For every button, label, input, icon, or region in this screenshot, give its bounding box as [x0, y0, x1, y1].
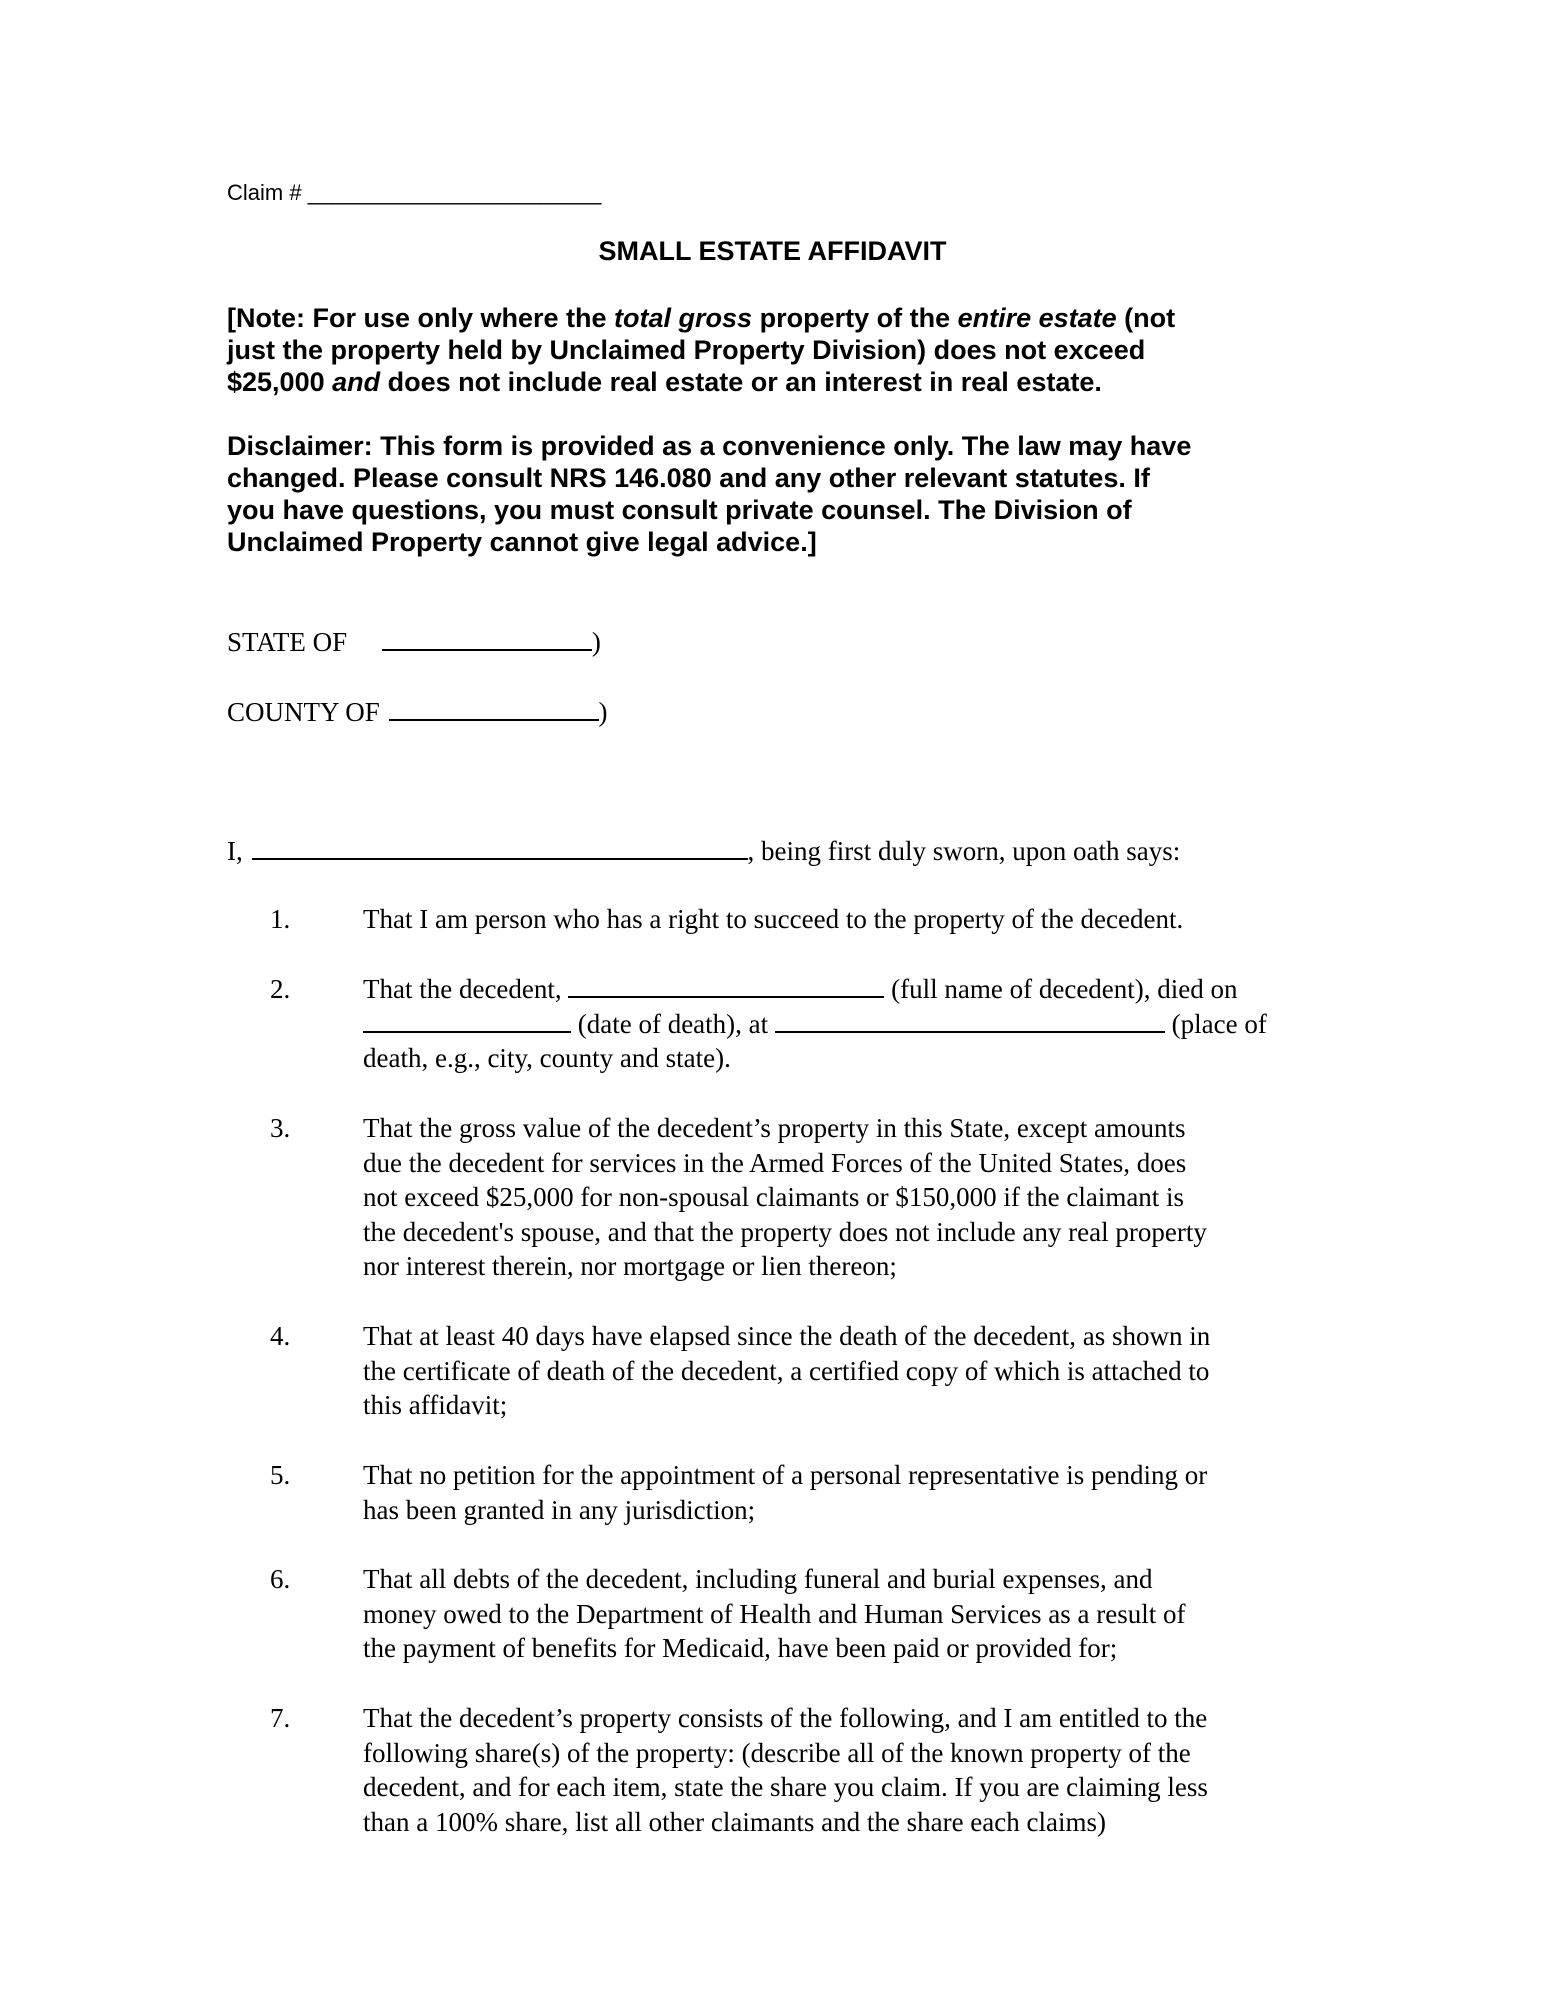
county-of-line	[227, 695, 608, 728]
item-line: this affidavit;	[363, 1390, 508, 1420]
item-text: That the decedent,	[363, 974, 569, 1004]
item-line: death, e.g., city, county and state).	[363, 1043, 731, 1073]
item-line: That at least 40 days have elapsed since the death of the decedent, as shown in	[363, 1321, 1211, 1351]
oath-prefix: I,	[227, 836, 243, 866]
place-of-death-field[interactable]	[775, 1009, 1165, 1033]
item-6-text	[363, 1562, 1186, 1666]
claim-number-label: Claim #	[227, 180, 302, 205]
disclaimer-line-2: changed. Please consult NRS 146.080 and any other relevant statutes. If	[227, 463, 1150, 493]
item-line: That the decedent’s property consists of the following, and I am entitled to the	[363, 1703, 1208, 1733]
county-of-field[interactable]	[389, 695, 599, 721]
item-line: the certificate of death of the decedent, a certified copy of which is attached to	[363, 1355, 1210, 1386]
county-of-label: COUNTY OF	[227, 697, 380, 727]
item-line	[363, 1007, 1267, 1042]
note-line-3	[227, 366, 1102, 398]
item-text: (place of	[1164, 1008, 1267, 1039]
item-5-text	[363, 1458, 1207, 1527]
state-of-label: STATE OF	[227, 627, 348, 657]
item-4-number: 4.	[270, 1321, 291, 1351]
item-line: has been granted in any jurisdiction;	[363, 1494, 756, 1525]
item-line: money owed to the Department of Health and Human Services as a result of	[363, 1598, 1186, 1629]
item-7-text	[363, 1701, 1208, 1839]
item-line	[363, 972, 1267, 1007]
item-3-text	[363, 1111, 1207, 1284]
item-line: the payment of benefits for Medicaid, have been paid or provided for;	[363, 1633, 1118, 1663]
note-text: (not	[1116, 303, 1176, 333]
item-2-number: 2.	[270, 974, 291, 1004]
note-emphasis-entire-estate: entire estate	[957, 303, 1117, 333]
decedent-name-field[interactable]	[568, 974, 884, 998]
oath-line	[227, 834, 1180, 867]
note-text: $25,000	[227, 367, 333, 397]
bracket: )	[598, 697, 608, 727]
affiant-name-field[interactable]	[252, 834, 748, 860]
date-of-death-field[interactable]	[363, 1009, 571, 1033]
state-of-line	[227, 625, 601, 658]
note-line-2: just the property held by Unclaimed Property Division) does not exceed	[227, 335, 1146, 365]
bracket: )	[591, 627, 601, 657]
item-line: That all debts of the decedent, including funeral and burial expenses, and	[363, 1564, 1153, 1594]
item-line: not exceed $25,000 for non-spousal claimants or $150,000 if the claimant is	[363, 1182, 1185, 1212]
item-7-number: 7.	[270, 1703, 291, 1733]
item-line: That I am person who has a right to succeed to the property of the decedent.	[363, 904, 1184, 934]
note-text: does not include real estate or an interest in real estate.	[380, 367, 1102, 397]
item-line: That no petition for the appointment of a personal representative is pending or	[363, 1460, 1208, 1490]
item-line: nor interest therein, nor mortgage or lien thereon;	[363, 1251, 897, 1281]
item-text: (full name of decedent), died on	[884, 974, 1238, 1004]
disclaimer-line-3: you have questions, you must consult private counsel. The Division of	[227, 495, 1132, 525]
item-line: That the gross value of the decedent’s property in this State, except amounts	[363, 1113, 1186, 1143]
page-title: SMALL ESTATE AFFIDAVIT	[598, 236, 947, 266]
oath-suffix: , being first duly sworn, upon oath says:	[747, 836, 1181, 866]
note-text: property of the	[752, 303, 958, 333]
item-line: following share(s) of the property: (describe all of the known property of the	[363, 1737, 1191, 1768]
claim-number-field[interactable]: ________________________	[307, 180, 602, 205]
item-5-number: 5.	[270, 1460, 291, 1490]
disclaimer-line-1: Disclaimer: This form is provided as a convenience only. The law may have	[227, 431, 1192, 461]
note-text: [Note: For use only where the	[227, 303, 615, 333]
note-emphasis-and: and	[332, 367, 381, 397]
item-1-text	[363, 902, 1183, 937]
item-3-number: 3.	[270, 1113, 291, 1143]
item-line: due the decedent for services in the Armed Forces of the United States, does	[363, 1147, 1187, 1178]
item-6-number: 6.	[270, 1564, 291, 1594]
item-text: (date of death), at	[571, 1008, 775, 1039]
item-line: decedent, and for each item, state the share you claim. If you are claiming less	[363, 1772, 1208, 1802]
note-line-1	[227, 302, 1175, 334]
item-1-number: 1.	[270, 904, 291, 934]
state-of-field[interactable]	[382, 625, 592, 651]
item-2-text	[363, 972, 1267, 1076]
item-4-text	[363, 1319, 1210, 1423]
note-emphasis-total-gross: total gross	[614, 303, 753, 333]
disclaimer-line-4: Unclaimed Property cannot give legal advice.]	[227, 527, 817, 557]
item-line: than a 100% share, list all other claimants and the share each claims)	[363, 1806, 1106, 1837]
item-line: the decedent's spouse, and that the property does not include any real property	[363, 1216, 1207, 1247]
claim-number-line	[227, 180, 601, 206]
